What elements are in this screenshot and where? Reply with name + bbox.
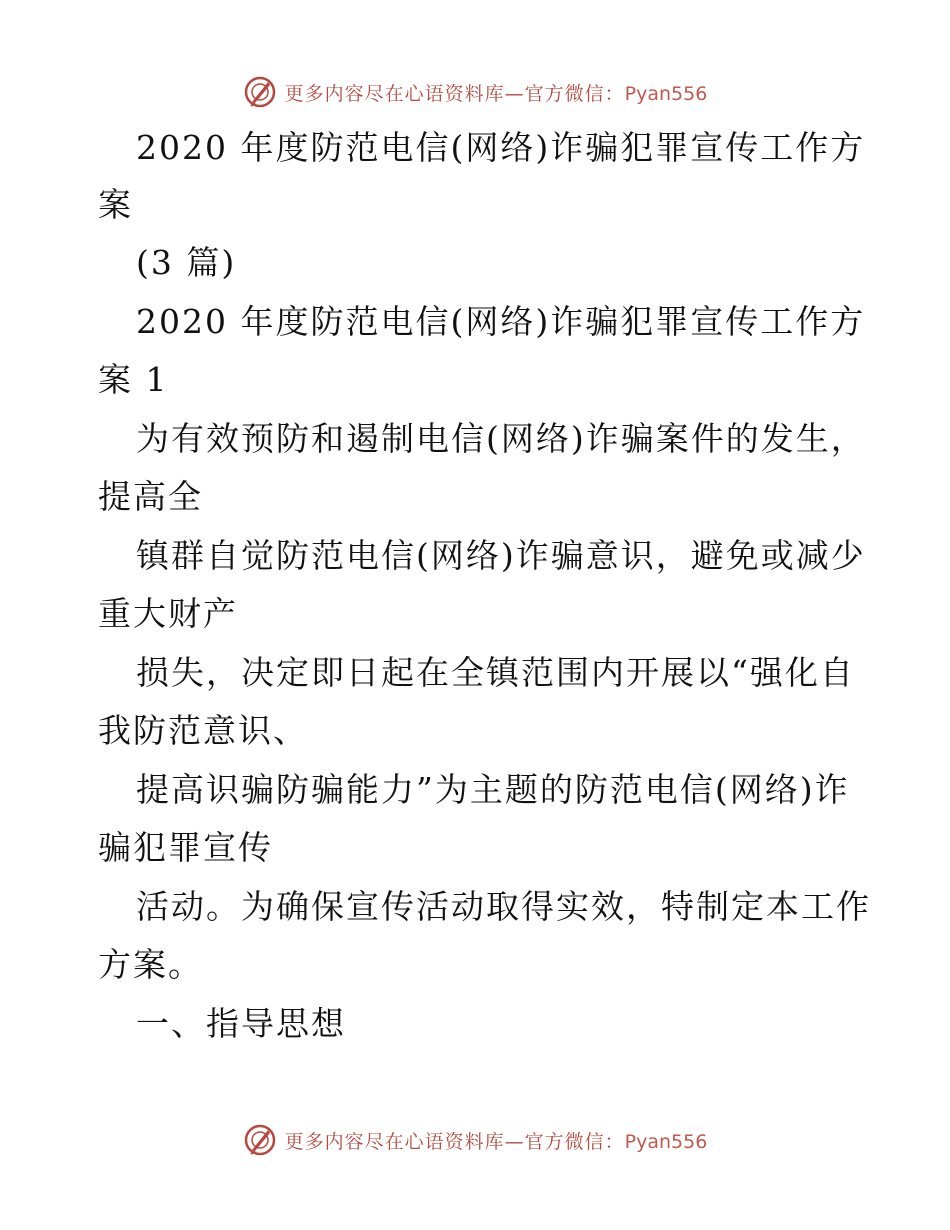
title-line-2: 案 bbox=[98, 185, 133, 224]
paragraph-line: 活动。为确保宣传活动取得实效，特制定本工作 bbox=[136, 887, 871, 926]
watermark-account: Pyan556 bbox=[624, 1130, 708, 1153]
title-count: (3 篇) bbox=[136, 243, 237, 282]
watermark-text: 更多内容尽在心语资料库—官方微信：Pyan556 bbox=[284, 82, 708, 105]
watermark-account: Pyan556 bbox=[624, 82, 708, 105]
paragraph-line: 镇群自觉防范电信(网络)诈骗意识，避免或减少 bbox=[136, 536, 866, 575]
paragraph-line: 提高识骗防骗能力”为主题的防范电信(网络)诈 bbox=[136, 770, 850, 809]
paragraph-line: 我防范意识、 bbox=[98, 711, 308, 750]
footer-watermark bbox=[0, 1120, 950, 1160]
section-heading: 一、指导思想 bbox=[136, 1004, 346, 1043]
title-line-1: 2020 年度防范电信(网络)诈骗犯罪宣传工作方 bbox=[136, 128, 866, 167]
paragraph-line: 为有效预防和遏制电信(网络)诈骗案件的发生， bbox=[136, 419, 866, 458]
section-title-line-2: 案 1 bbox=[98, 360, 169, 399]
paragraph-line: 提高全 bbox=[98, 477, 203, 516]
paragraph-line: 重大财产 bbox=[98, 594, 238, 633]
section-title-line-1: 2020 年度防范电信(网络)诈骗犯罪宣传工作方 bbox=[136, 302, 866, 341]
watermark-text: 更多内容尽在心语资料库—官方微信：Pyan556 bbox=[284, 1130, 708, 1153]
quill-logo-icon bbox=[243, 1123, 277, 1157]
paragraph-line: 骗犯罪宣传 bbox=[98, 828, 273, 867]
paragraph-line: 方案。 bbox=[98, 945, 203, 984]
paragraph-line: 损失，决定即日起在全镇范围内开展以“强化自 bbox=[136, 653, 855, 692]
